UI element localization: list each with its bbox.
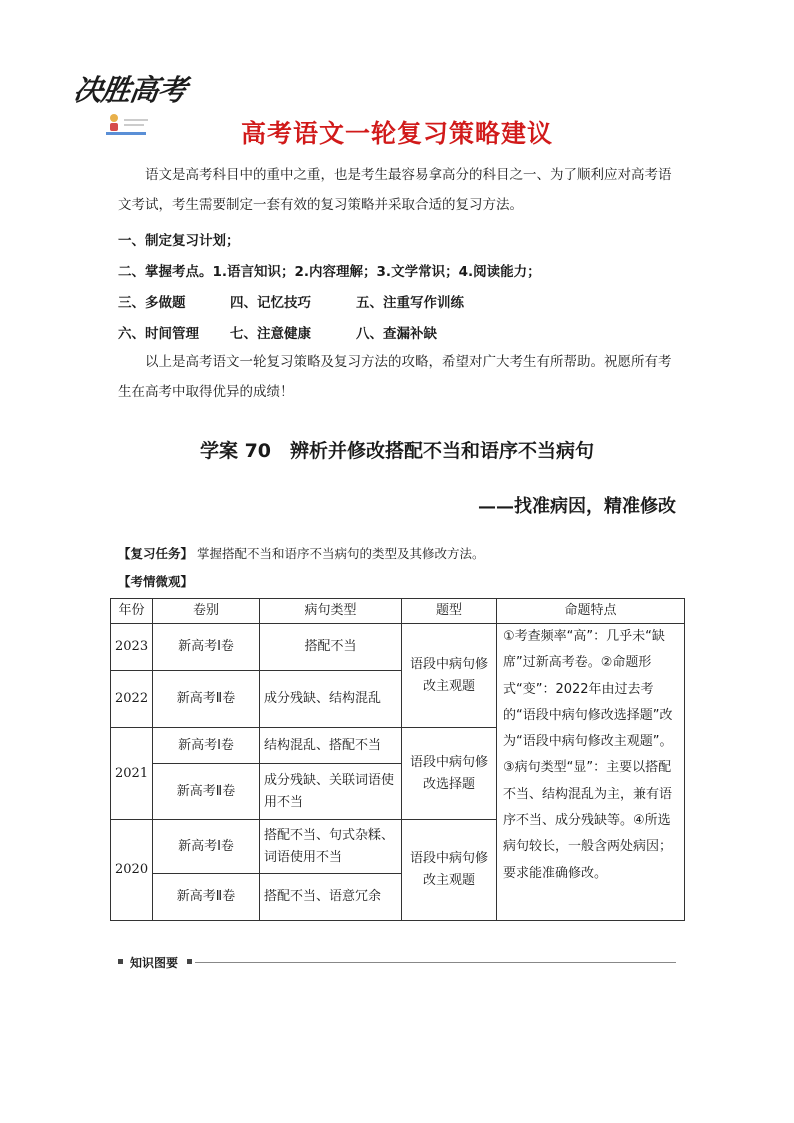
question-type-cell: 语段中病句修改主观题: [402, 820, 497, 921]
square-bullet-icon: [118, 959, 123, 964]
question-type-cell: 语段中病句修改主观题: [402, 624, 497, 728]
document-title: 高考语文一轮复习策略建议: [240, 119, 553, 148]
paper-cell: 新高考Ⅱ卷: [153, 671, 260, 728]
type-cell: 成分残缺、关联词语使用不当: [260, 764, 402, 820]
year-cell: 2021: [111, 728, 153, 820]
table-header-row: [111, 599, 685, 624]
logo-text: 决胜高考: [71, 73, 189, 107]
features-cell: ①考查频率“高”：几乎未“缺席”过新高考卷。②命题形式“变”：2022年由过去考的“语段中病句修改选择题”改为“语段中病句修改主观题”。③病句类型“显”：主要以搭配不当、结构混乱为主，兼有语序不当、成分残缺等。④所选病句较长，一般含两处病因；要求能准确修改。: [497, 624, 685, 921]
year-cell: 2020: [111, 820, 153, 921]
step-5: 五、注重写作训练: [356, 295, 464, 311]
review-task-text: 掌握搭配不当和语序不当病句的类型及其修改方法。: [197, 546, 485, 561]
step-7: 七、注意健康: [230, 326, 311, 342]
type-cell: 结构混乱、搭配不当: [260, 728, 402, 764]
header-year: 年份: [111, 599, 153, 624]
header-features: 命题特点: [497, 599, 685, 624]
lesson-subtitle: ——找准病因，精准修改: [478, 496, 676, 517]
type-cell: 成分残缺、结构混乱: [260, 671, 402, 728]
closing-paragraph: 以上是高考语文一轮复习策略及复习方法的攻略，希望对广大考生有所帮助。祝愿所有考生在高考中取得优异的成绩！: [118, 354, 672, 400]
review-task-label: 【复习任务】: [118, 546, 194, 561]
year-cell: 2022: [111, 671, 153, 728]
review-task: [118, 544, 485, 562]
knowledge-map-label: 知识图要: [130, 956, 179, 970]
exam-overview-table: [110, 598, 685, 921]
type-cell: 搭配不当、句式杂糅、词语使用不当: [260, 820, 402, 874]
year-cell: 2023: [111, 624, 153, 671]
overview-label: 【考情微观】: [118, 574, 194, 589]
intro-paragraph: 语文是高考科目中的重中之重，也是考生最容易拿高分的科目之一、为了顺利应对高考语文考试，考生需要制定一套有效的复习策略并采取合适的复习方法。: [118, 167, 672, 213]
type-cell: 搭配不当: [260, 624, 402, 671]
type-cell: 搭配不当、语意冗余: [260, 874, 402, 921]
knowledge-map-divider: [118, 956, 676, 970]
lesson-title: 学案 70 辨析并修改搭配不当和语序不当病句: [199, 440, 595, 462]
paper-cell: 新高考Ⅱ卷: [153, 764, 260, 820]
paper-cell: 新高考Ⅰ卷: [153, 728, 260, 764]
question-type-cell: 语段中病句修改选择题: [402, 728, 497, 820]
paper-cell: 新高考Ⅱ卷: [153, 874, 260, 921]
table-row: [111, 624, 685, 671]
step-3: 三、多做题: [118, 295, 186, 311]
square-bullet-icon: [187, 959, 192, 964]
header-paper: 卷别: [153, 599, 260, 624]
step-8: 八、查漏补缺: [356, 326, 437, 342]
step-6: 六、时间管理: [118, 326, 199, 342]
paper-cell: 新高考Ⅰ卷: [153, 624, 260, 671]
divider-line: [195, 962, 676, 963]
header-sentence-type: 病句类型: [260, 599, 402, 624]
step-4: 四、记忆技巧: [230, 295, 311, 311]
header-question-type: 题型: [402, 599, 497, 624]
paper-cell: 新高考Ⅰ卷: [153, 820, 260, 874]
